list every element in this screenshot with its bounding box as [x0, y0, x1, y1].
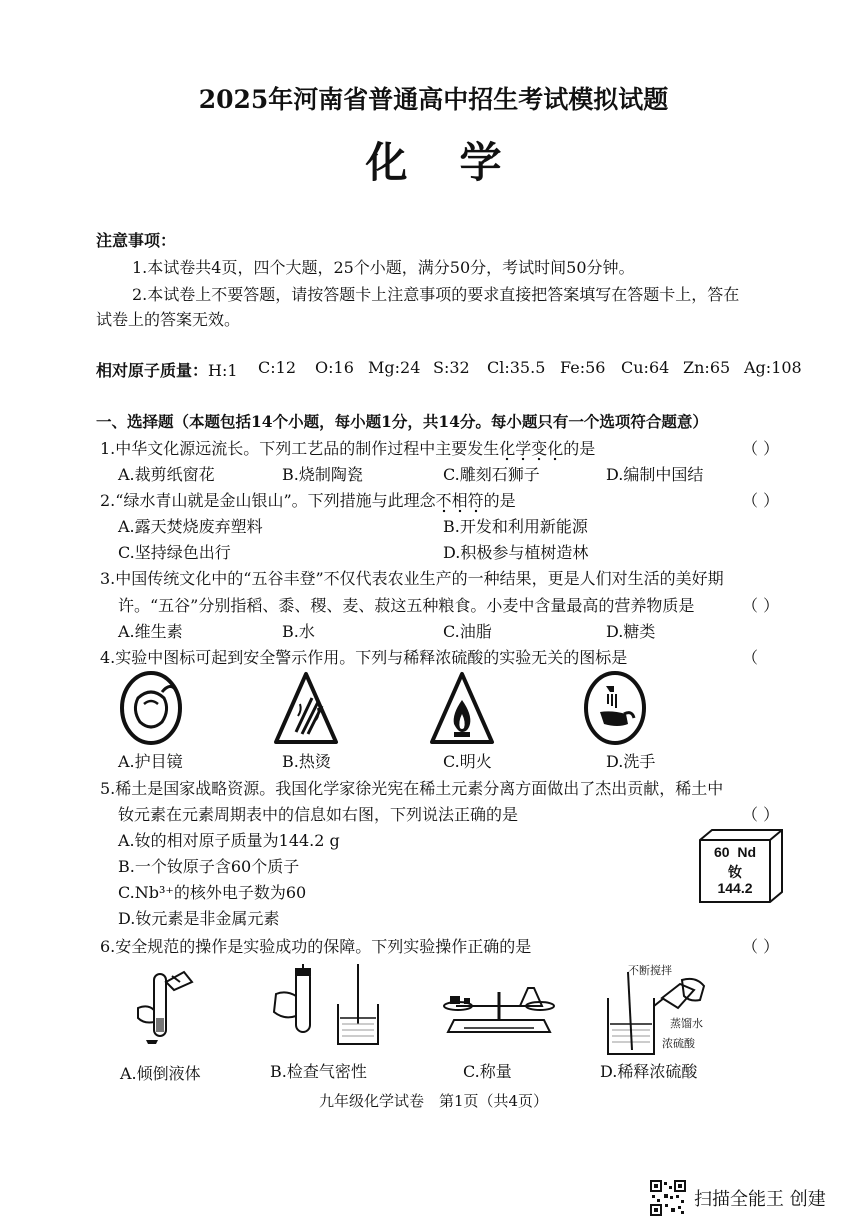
q6-option-c: C.称量 — [463, 1062, 512, 1081]
subject-title: 化学 — [365, 138, 554, 187]
q4-option-d: D.洗手 — [606, 752, 656, 771]
q4-stem: 4.实验中图标可起到安全警示作用。下列与稀释浓硫酸的实验无关的图标是 — [100, 648, 628, 667]
notes-heading: 注意事项： — [96, 231, 177, 250]
hot-surface-icon — [272, 670, 340, 746]
goggles-icon — [118, 670, 184, 746]
page-footer: 九年级化学试卷 第1页（共4页） — [318, 1092, 549, 1110]
element-name: 钕 — [728, 865, 742, 881]
q4-option-c: C.明火 — [443, 752, 492, 771]
d-label-acid: 浓硫酸 — [662, 1037, 695, 1050]
q6-stem: 6.安全规范的操作是实验成功的保障。下列实验操作正确的是 — [100, 937, 532, 956]
q6-option-d: D.稀释浓硫酸 — [600, 1062, 698, 1081]
q5-answer-paren: （ ） — [742, 805, 780, 824]
exam-title: 2025年河南省普通高中招生考试模拟试题 — [198, 85, 669, 114]
atomic-mass-fe: Fe:56 — [560, 358, 606, 377]
atomic-mass-s: S:32 — [433, 358, 470, 377]
q1-answer-paren: （ ） — [742, 439, 780, 458]
notes-item-2-line-1: 2.本试卷上不要答题，请按答题卡上注意事项的要求直接把答案填写在答题卡上，答在 — [132, 285, 740, 304]
element-symbol: Nd — [737, 844, 757, 860]
q3-stem-line-2: 许。“五谷”分别指稻、黍、稷、麦、菽这五种粮食。小麦中含量最高的营养物质是 — [118, 596, 695, 615]
atomic-mass-o: O:16 — [315, 358, 354, 377]
q2-option-a: A.露天焚烧废弃塑料 — [118, 517, 263, 536]
q6-option-a: A.倾倒液体 — [120, 1064, 201, 1083]
q5-option-b: B.一个钕原子含60个质子 — [118, 857, 300, 876]
q3-stem-line-1: 3.中国传统文化中的“五谷丰登”不仅代表农业生产的一种结果，更是人们对生活的美好期 — [100, 569, 724, 588]
q1-stem — [100, 436, 595, 459]
element-card-neodymium — [700, 840, 776, 902]
element-number-symbol — [700, 844, 770, 860]
qr-code-icon — [650, 1180, 686, 1216]
atomic-mass-ag: Ag:108 — [744, 358, 802, 377]
open-flame-icon — [428, 670, 496, 746]
q5-option-a: A.钕的相对原子质量为144.2 g — [118, 831, 340, 850]
atomic-mass-zn: Zn:65 — [683, 358, 731, 377]
q1-option-b: B.烧制陶瓷 — [282, 465, 363, 484]
q5-stem-line-2: 钕元素在元素周期表中的信息如右图，下列说法正确的是 — [118, 805, 519, 824]
atomic-masses — [96, 358, 238, 381]
q3-option-c: C.油脂 — [443, 622, 492, 641]
section-1-heading: 一、选择题（本题包括14个小题，每小题1分，共14分。每小题只有一个选项符合题意） — [96, 412, 708, 431]
atomic-mass-c: C:12 — [258, 358, 296, 377]
q2-answer-paren: （ ） — [742, 491, 780, 510]
scanner-label: 扫描全能王 创建 — [694, 1189, 826, 1210]
d-label-stir: 不断搅拌 — [628, 964, 672, 977]
element-mass: 144.2 — [717, 880, 753, 896]
q2-stem-emphasis: 不相符 — [436, 491, 484, 513]
q2-option-b: B.开发和利用新能源 — [443, 517, 588, 536]
q3-option-d: D.糖类 — [606, 622, 656, 641]
d-label-water: 蒸馏水 — [670, 1017, 703, 1030]
atomic-mass-cl: Cl:35.5 — [487, 358, 546, 377]
atomic-mass-mg: Mg:24 — [368, 358, 421, 377]
pouring-liquid-illustration — [128, 968, 198, 1048]
q4-answer-paren: （ — [742, 648, 759, 667]
scanner-watermark — [650, 1178, 826, 1218]
atomic-masses-label: 相对原子质量： — [96, 361, 209, 380]
q4-option-a: A.护目镜 — [118, 752, 183, 771]
q5-option-d: D.钕元素是非金属元素 — [118, 909, 280, 928]
q1-stem-part-b: 的是 — [563, 439, 596, 458]
airtightness-check-illustration — [266, 964, 386, 1050]
q1-option-d: D.编制中国结 — [606, 465, 704, 484]
notes-item-2-line-2: 试卷上的答案无效。 — [96, 310, 241, 329]
q4-option-b: B.热烫 — [282, 752, 331, 771]
atomic-mass-h: H:1 — [208, 361, 238, 380]
q6-answer-paren: （ ） — [742, 937, 780, 956]
q2-stem-part-b: 的是 — [483, 491, 516, 510]
q3-option-a: A.维生素 — [118, 622, 183, 641]
q5-stem-line-1: 5.稀土是国家战略资源。我国化学家徐光宪在稀土元素分离方面做出了杰出贡献，稀土中 — [100, 779, 724, 798]
q1-option-c: C.雕刻石狮子 — [443, 465, 540, 484]
q6-option-b: B.检查气密性 — [270, 1062, 367, 1081]
q2-option-d: D.积极参与植树造林 — [443, 543, 589, 562]
q5-option-c: C.Nb³⁺的核外电子数为60 — [118, 883, 307, 902]
q1-stem-part-a: 1.中华文化源远流长。下列工艺品的制作过程中主要发生 — [100, 439, 500, 458]
q2-stem — [100, 488, 516, 511]
q2-option-c: C.坚持绿色出行 — [118, 543, 231, 562]
q3-answer-paren: （ ） — [742, 596, 780, 615]
q2-stem-part-a: 2.“绿水青山就是金山银山”。下列措施与此理念 — [100, 491, 436, 510]
hand-washing-icon — [582, 670, 648, 746]
weighing-balance-illustration — [434, 984, 564, 1048]
atomic-mass-cu: Cu:64 — [621, 358, 670, 377]
notes-item-1: 1.本试卷共4页，四个大题，25个小题，满分50分，考试时间50分钟。 — [132, 258, 635, 277]
element-number: 60 — [713, 844, 730, 860]
q3-option-b: B.水 — [282, 622, 315, 641]
q1-option-a: A.裁剪纸窗花 — [118, 465, 215, 484]
q1-stem-emphasis: 化学变化 — [499, 439, 563, 461]
